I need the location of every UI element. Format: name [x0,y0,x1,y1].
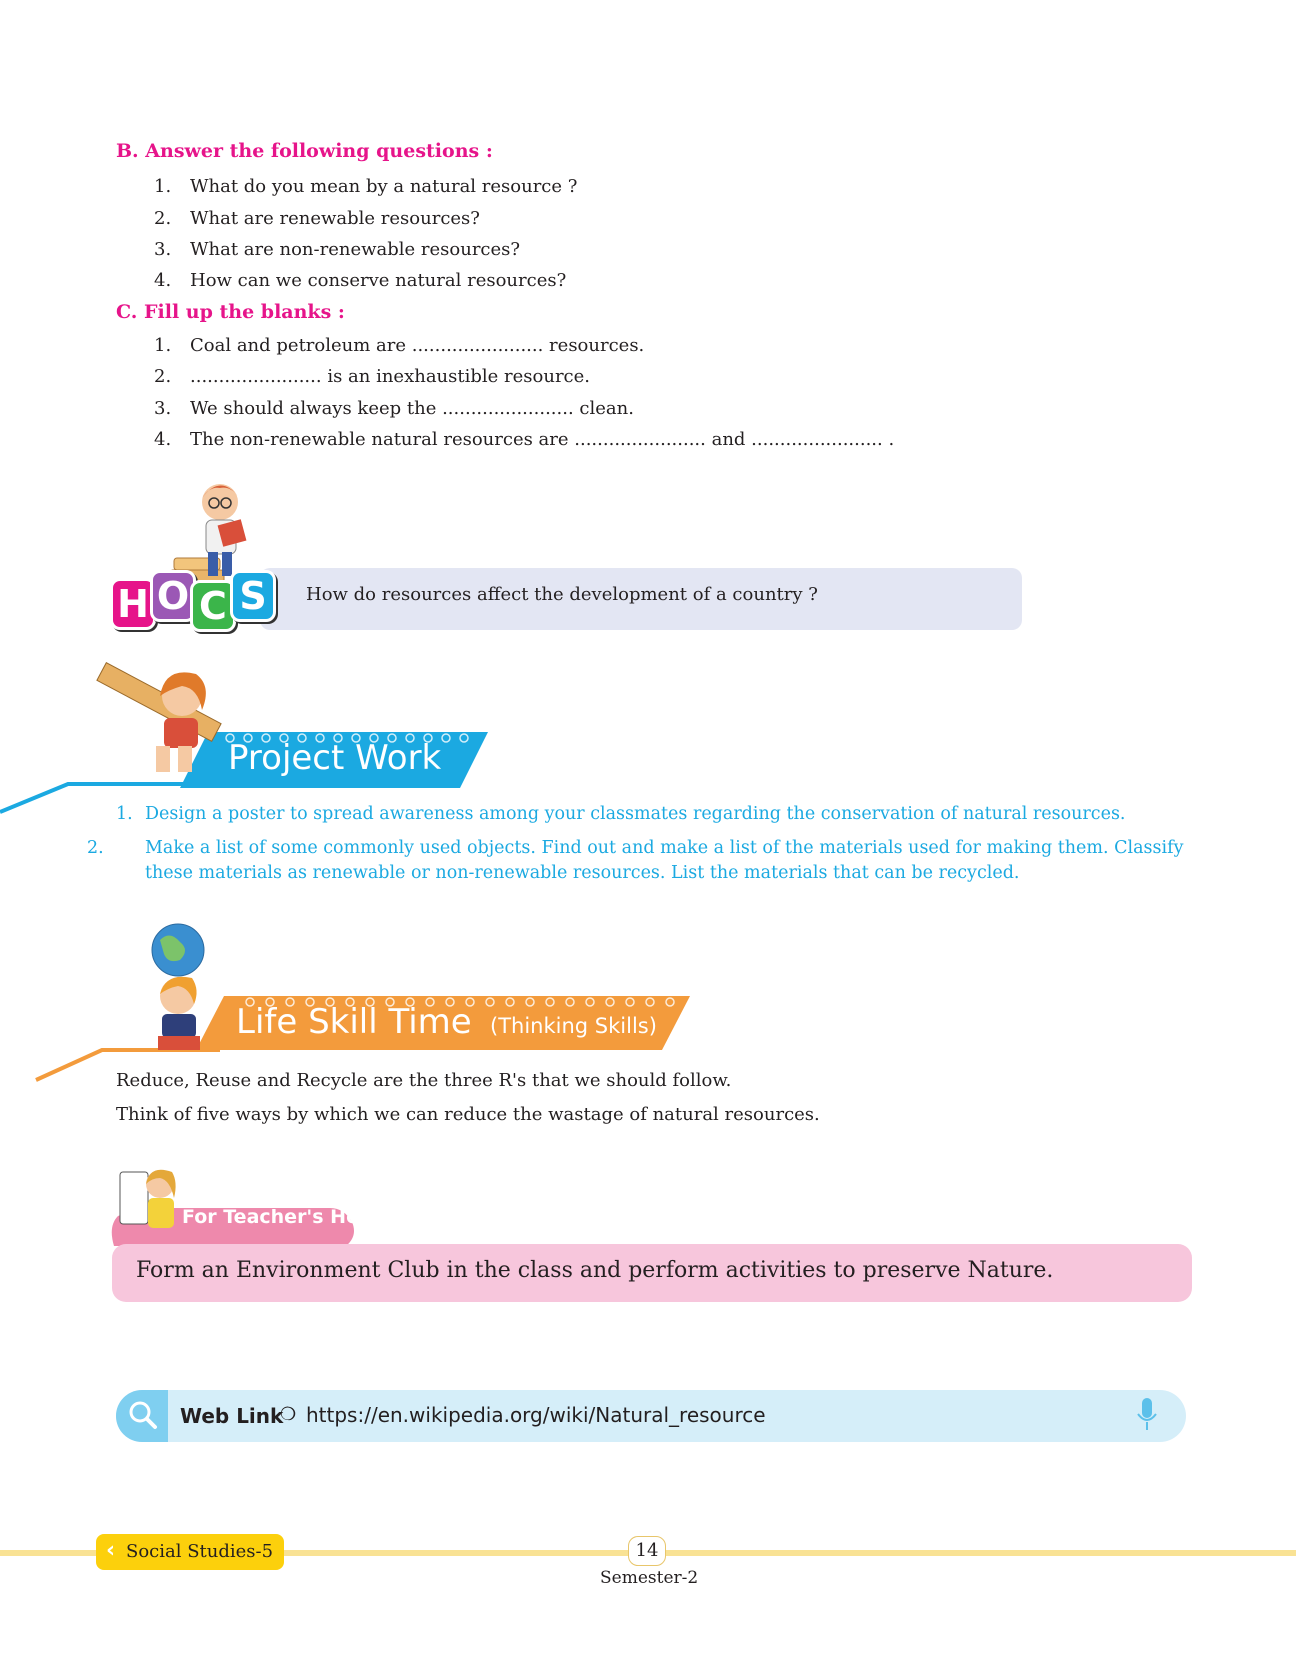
list-item: 3. What are non-renewable resources? [154,239,521,260]
life-skill-line: Reduce, Reuse and Recycle are the three R's that we should follow. [116,1070,732,1091]
hocs-letter-s: S [230,570,276,622]
microphone-icon[interactable] [1136,1396,1158,1436]
hocs-question: How do resources affect the development of a country ? [306,584,818,605]
teacher-help-text: Form an Environment Club in the class and perform activities to preserve Nature. [136,1258,1054,1283]
search-icon [116,1390,168,1442]
book-title: Social Studies-5 [126,1541,274,1562]
life-skill-subtitle: (Thinking Skills) [490,1014,657,1038]
list-item: 2. ....................... is an inexhaustible resource. [154,366,591,387]
list-item: 4. How can we conserve natural resources? [154,270,567,291]
list-item: 1. What do you mean by a natural resource ? [154,176,578,197]
hocs-letter-c: C [190,580,236,632]
teacher-help-tab [108,1162,358,1248]
chevron-left-icon: ‹ [106,1538,116,1563]
bullet-icon: ❍ [280,1404,297,1425]
hocs-letter-h: H [110,578,156,630]
life-skill-line: Think of five ways by which we can reduce the wastage of natural resources. [116,1104,820,1125]
semester-label: Semester-2 [600,1568,699,1588]
project-work-title: Project Work [228,738,442,778]
list-item: 1. Coal and petroleum are ....................... resources. [154,335,645,356]
section-c-heading: C. Fill up the blanks : [116,301,345,323]
list-item: 3. We should always keep the ....................... clean. [154,398,634,419]
list-item: 2. Make a list of some commonly used objects. Find out and make a list of the materials used for making them. Classify these materials as renewable or non-renewable resources. List the materials that can be recycled. [87,838,1184,883]
teacher-help-title: For Teacher's Help [182,1206,380,1228]
section-b-heading: B. Answer the following questions : [116,140,493,162]
list-item: 1. Design a poster to spread awareness among your classmates regarding the conservation of natural resources. [116,804,1126,824]
hocs-letter-o: O [150,570,196,622]
web-link-label: Web Link [180,1404,284,1428]
page-number: 14 [628,1536,666,1566]
life-skill-title: Life Skill Time [236,1002,472,1042]
list-item: 2. What are renewable resources? [154,208,480,229]
web-link-url[interactable]: https://en.wikipedia.org/wiki/Natural_resource [306,1403,766,1427]
list-item: 4. The non-renewable natural resources are ....................... and ....................... . [154,429,895,450]
